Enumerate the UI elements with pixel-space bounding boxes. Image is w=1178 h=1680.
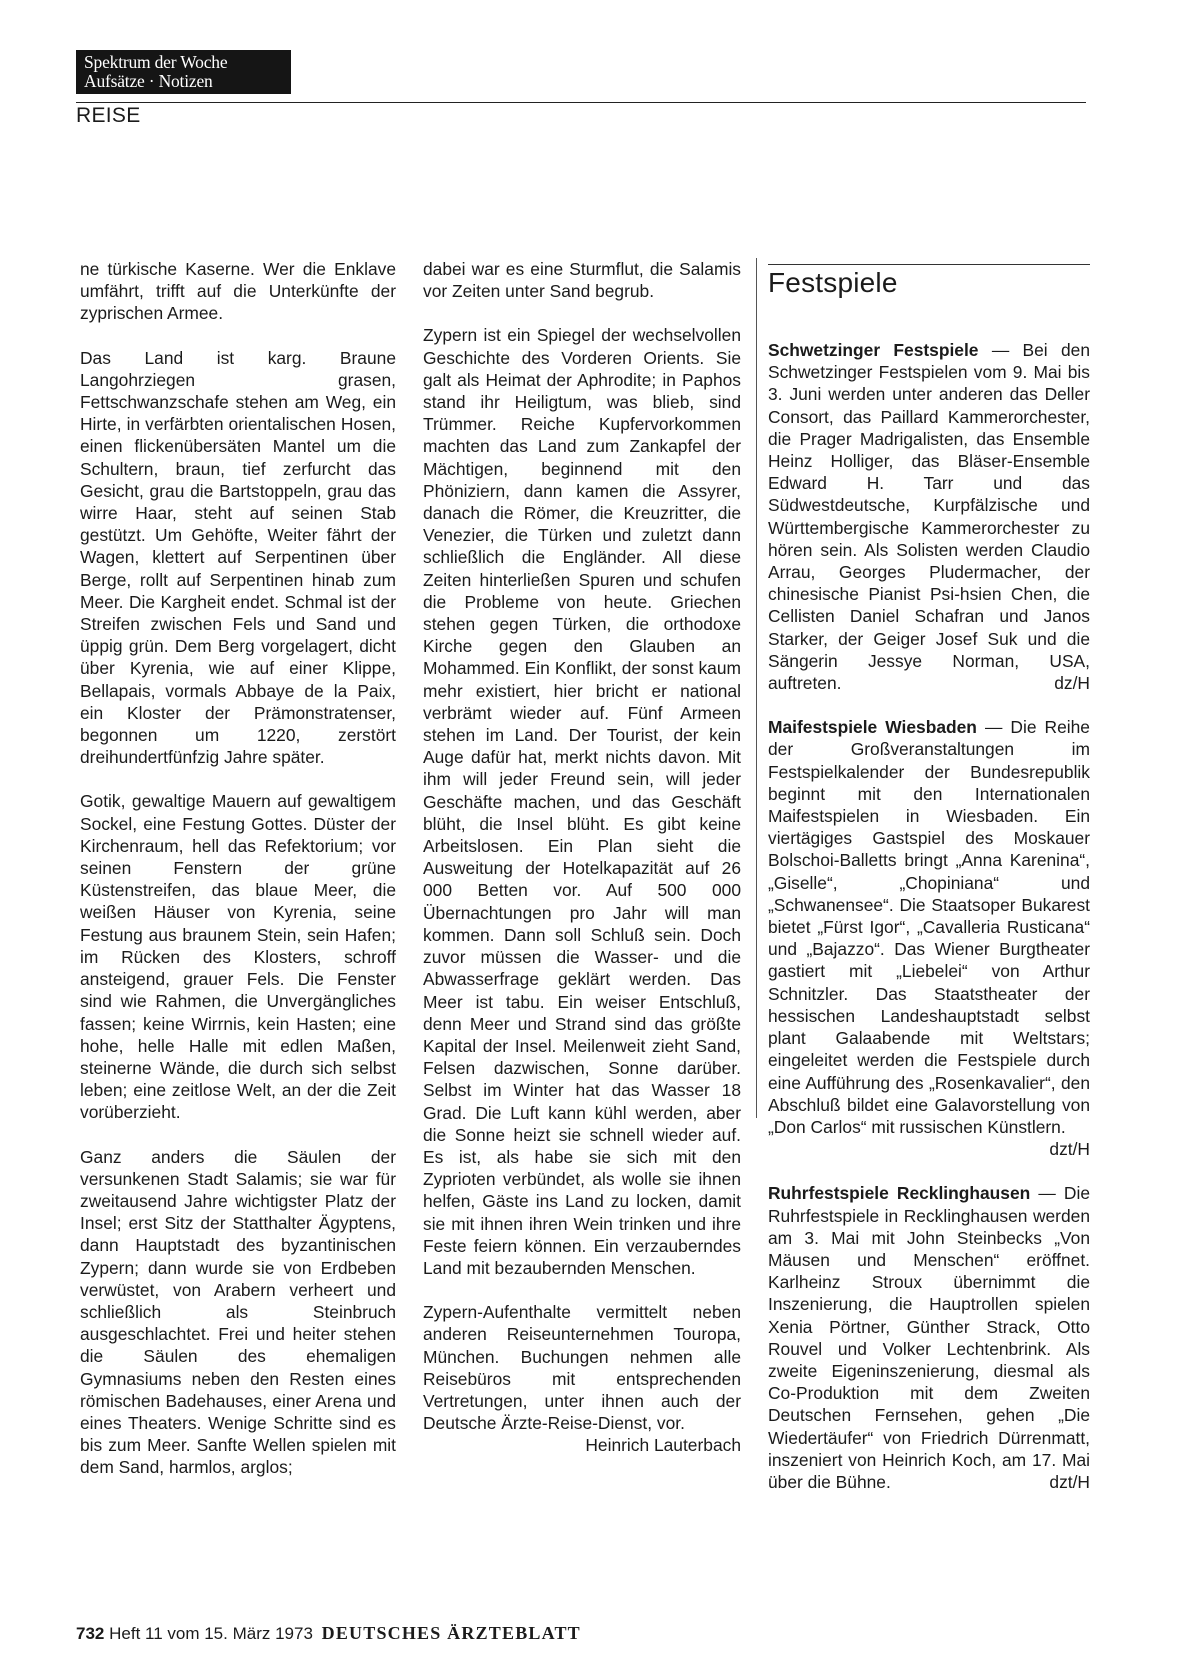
festival-notice [768, 339, 1090, 694]
festival-text: Die Reihe der Großveranstaltungen im Festspielkalender der Bundesrepublik beginnt mit den Internationalen Maifestspielen in Wiesbaden. Ein viertägiges Gastspiel des Moskauer Bolschoi-Balletts bringt „Anna Karenina“, „Giselle“, „Chopiniana“ und „Schwanensee“. Die Staatsoper Bukarest bietet „Fürst Igor“, „Cavalleria Rusticana“ und „Bajazzo“. Das Wiener Burgtheater gastiert mit „Liebelei“ von Arthur Schnitzler. Das Staatstheater der hessischen Landeshauptstadt selbst plant Galaabende mit Weltstars; eingeleitet werden die Festspiele durch eine Aufführung des „Rosenkavalier“, den Abschluß bildet eine Galavorstellung von „Don Carlos“ mit russischen Künstlern. [768, 717, 1090, 1137]
paragraph: Zypern ist ein Spiegel der wechselvollen Geschichte des Vorderen Orients. Sie galt als Heimat der Aphrodite; in Paphos stand ihr Heiligtum, was blieb, sind Trümmer. Reiche Kupfervorkommen machten das Land zum Zankapfel der Mächtigen, beginnend mit den Phöniziern, dann kamen die Assyrer, danach die Römer, die Kreuzritter, die Venezier, die Türken und zuletzt dann schließlich die Engländer. All diese Zeiten hinterließen Spuren und schufen die Probleme von heute. Griechen stehen gegen Türken, die orthodoxe Kirche gegen den Glauben an Mohammed. Ein Konflikt, der sonst kaum mehr existiert, hier bricht er national verbrämt wieder auf. Fünf Armeen stehen im Land. Der Tourist, der kein Auge dafür hat, merkt nichts davon. Mit ihm will jeder Freund sein, will jeder Geschäfte machen, und das Geschäft blüht, die Insel blüht. Es gibt keine Arbeitslosen. Ein Plan sieht die Ausweitung der Hotelkapazität auf 26 000 Betten vor. Auf 500 000 Übernachtungen pro Jahr will man kommen. Dann soll Schluß sein. Doch zuvor müssen die Wasser- und die Abwasserfrage geklärt werden. Das Meer ist tabu. Ein weiser Entschluß, denn Meer und Strand sind das größte Kapital der Insel. Meilenweit zieht Sand, Felsen dazwischen, Sonne darüber. Selbst im Winter hat das Wasser 18 Grad. Die Luft kann kühl werden, aber die Sonne heizt sie schnell wieder auf. Es ist, als habe sie sich mit den Zyprioten verbündet, als wolle sie ihnen helfen, Gäste ins Land zu locken, damit sie mit ihnen ihren Wein trinken und ihre Feste feiern können. Ein verzauberndes Land mit bezaubernden Menschen. [423, 325, 741, 1278]
dash: — [1038, 1183, 1056, 1204]
signature: dzt/H [1049, 1139, 1090, 1160]
column-divider [756, 258, 757, 1118]
paragraph: ne türkische Kaserne. Wer die Enklave umfährt, trifft auf die Unterkünfte der zyprischen Armee. [80, 259, 396, 324]
dash: — [984, 717, 1003, 738]
paragraph: dabei war es eine Sturmflut, die Salamis vor Zeiten unter Sand begrub. [423, 259, 741, 302]
festival-title: Schwetzinger Festspiele [768, 340, 979, 360]
article-column-2 [423, 258, 741, 1457]
rubric-line-2: Aufsätze · Notizen [84, 71, 213, 91]
festspiele-column [768, 256, 1090, 1493]
rubric-line-1: Spektrum der Woche [84, 52, 228, 72]
closing-text: Zypern-Aufenthalte vermittelt neben anderen Reiseunternehmen Touropa, München. Buchungen nehmen alle Reisebüros mit entsprechenden Vertretungen, unter ihnen auch der Deutsche Ärzte-Reise-Dienst, vor. [423, 1302, 741, 1434]
issue-info: Heft 11 vom 15. März 1973 [109, 1624, 313, 1643]
paragraph: Gotik, gewaltige Mauern auf gewaltigem Sockel, eine Festung Gottes. Düster der Kirchenraum, hell das Refektorium; vor seinen Fenstern der grüne Küstenstreifen, das blaue Meer, die weißen Häuser von Kyrenia, seine Festung aus braunem Stein, sein Hafen; im Rücken des Klosters, schroff ansteigend, grauer Fels. Die Fenster sind wie Rahmen, die Unvergängliches fassen; keine Wirrnis, kein Hasten; eine hohe, helle Halle mit edlen Maßen, steinerne Wände, die durch sich selbst leben; eine zeitlose Welt, an der die Zeit vorüberzieht. [80, 791, 396, 1123]
paragraph: Das Land ist karg. Braune Langohrziegen grasen, Fettschwanzschafe stehen am Weg, ein Hirte, in verfärbten orientalischen Hosen, einen flickenübersäten Mantel um die Schultern, braun, tief zerfurcht das Gesicht, grau die Bartstoppeln, grau das wirre Haar, steht auf seinen Stab gestützt. Um Gehöfte, Weiter fährt der Wagen, klettert auf Serpentinen über Berge, rollt auf Serpentinen hinab zum Meer. Die Kargheit endet. Schmal ist der Streifen zwischen Fels und Sand und üppig grün. Dem Berg vorgelagert, dicht über Kyrenia, wie auf einer Klippe, Bellapais, vormals Abbaye de la Paix, ein Kloster der Prämonstratenser, begonnen um 1220, zerstört dreihundertfünfzig Jahre später. [80, 347, 396, 768]
article-column-1 [80, 258, 396, 1479]
festival-text: Die Ruhrfestspiele in Recklinghausen werden am 3. Mai mit John Steinbecks „Von Mäusen und Menschen“ eröffnet. Karlheinz Stroux übernimmt die Inszenierung, die Hauptrollen spielen Xenia Pörtner, Günther Strack, Otto Rouvel und Volker Lechtenbrink. Als zweite Eigeninszenierung, diesmal als Co-Produktion mit dem Zweiten Deutschen Fernsehen, gehen „Die Wiedertäufer“ von Friedrich Dürrenmatt, inszeniert von Heinrich Koch, am 17. Mai über die Bühne. [768, 1183, 1090, 1492]
festspiele-rule [768, 264, 1090, 265]
paragraph-closing [423, 1301, 741, 1456]
festival-text: Bei den Schwetzinger Festspielen vom 9. Mai bis 3. Juni werden unter anderen das Deller Consort, das Paillard Kammerorchester, die Prager Madrigalisten, das Ensemble Heinz Holliger, das Bläser-Ensemble Edward H. Tarr und das Südwestdeutsche, Kurpfälzische und Württembergische Kammerorchester zu hören sein. Als Solisten werden Claudio Arrau, Georges Pludermacher, der chinesische Pianist Psi-hsien Chen, die Cellisten Daniel Schafran und Janos Starker, der Geiger Josef Suk und die Sängerin Jessye Norman, USA, auftreten. [768, 340, 1090, 694]
author-name: Heinrich Lauterbach [585, 1435, 741, 1456]
section-label: REISE [76, 104, 141, 127]
dash: — [991, 340, 1010, 360]
rubric-box [76, 50, 291, 94]
magazine-name: DEUTSCHES ÄRZTEBLATT [321, 1623, 581, 1643]
signature: dz/H [1054, 673, 1090, 694]
header-rule [76, 102, 1086, 103]
page-number: 732 [76, 1624, 105, 1643]
festival-title: Maifestspiele Wiesbaden [768, 717, 977, 738]
festspiele-heading: Festspiele [768, 267, 898, 298]
festival-notice [768, 716, 1090, 1160]
page-footer [76, 1623, 581, 1644]
paragraph: Ganz anders die Säulen der versunkenen Stadt Salamis; sie war für zweitausend Jahre wichtigster Platz der Insel; erst Sitz der Statthalter Ägyptens, dann Hauptstadt des byzantinischen Zypern; dann wurde sie von Erdbeben verwüstet, von Arabern verheert und schließlich als Steinbruch ausgeschlachtet. Frei und heiter stehen die Säulen des ehemaligen Gymnasiums neben den Resten eines römischen Badehauses, einer Arena und eines Theaters. Wenige Schritte sind es bis zum Meer. Sanfte Wellen spielen mit dem Sand, harmlos, arglos; [80, 1146, 396, 1478]
festival-notice [768, 1182, 1090, 1493]
festival-title: Ruhrfestspiele Recklinghausen [768, 1183, 1031, 1204]
signature: dzt/H [1049, 1471, 1090, 1492]
